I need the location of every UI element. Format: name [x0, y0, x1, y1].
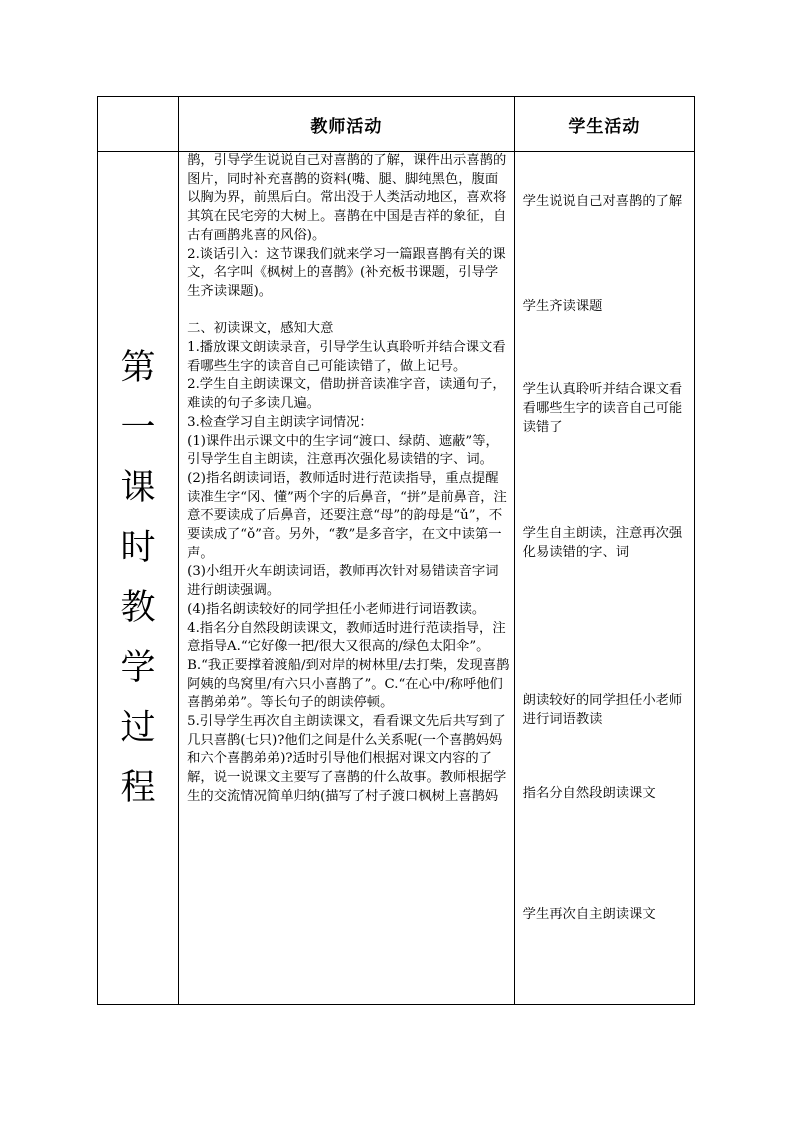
- side-title-char: 过: [120, 708, 156, 748]
- teacher-activity-header: 教师活动: [179, 97, 515, 152]
- student-item: 指名分自然段朗读课文: [522, 786, 656, 801]
- side-title-char: 第: [120, 348, 156, 388]
- teacher-paragraph: 鹊，引导学生说说自己对喜鹊的了解，课件出示喜鹊的图片，同时补充喜鹊的资料(嘴、腿、脚纯黑色，腹面以胸为界，前黑后白。常出没于人类活动地区，喜欢将其筑在民宅旁的大树上。喜鹊在中国是吉祥的象征，自古有画鹊兆喜的风俗)。: [187, 153, 507, 243]
- teacher-paragraph: (2)指名朗读词语，教师适时进行范读指导，重点提醒读准生字“冈、懂”两个字的后鼻音，“拼”是前鼻音，注意不要读成了后鼻音，还要注意“母”的韵母是“ǔ”，不要读成了“ǒ”音。另外，“教”是多音字，在文中读第一声。: [187, 470, 507, 561]
- teacher-activity-cell: [179, 152, 515, 1005]
- student-item: 学生说说自己对喜鹊的了解: [522, 194, 683, 209]
- student-activity-header: 学生活动: [514, 97, 694, 152]
- header-side-cell: [98, 97, 179, 152]
- teacher-paragraph: 2.谈话引入：这节课我们就来学习一篇跟喜鹊有关的课文，名字叫《枫树上的喜鹊》(补充板书课题，引导学生齐读课题)。: [187, 246, 506, 299]
- side-title-char: 学: [120, 648, 156, 688]
- side-title-char: 一: [120, 408, 156, 448]
- header-row: [98, 97, 695, 152]
- side-title-char: 时: [120, 528, 156, 568]
- side-title-char: 教: [120, 588, 156, 628]
- side-title-char: 课: [120, 468, 156, 508]
- teacher-paragraph: 5.引导学生再次自主朗读课文，看看课文先后共写到了几只喜鹊(七只)?他们之间是什么关系呢(一个喜鹊妈妈和六个喜鹊弟弟)?适时引导他们根据对课文内容的了解，说一说课文主要写了喜鹊的什么故事。教师根据学生的交流情况简单归纳(描写了村子渡口枫树上喜鹊妈: [187, 714, 507, 804]
- lesson-plan-table: [97, 96, 695, 1005]
- teacher-paragraph: 2.学生自主朗读课文，借助拼音读准字音，读通句子，难读的句子多读几遍。: [187, 377, 506, 412]
- teacher-paragraph: (3)小组开火车朗读词语，教师再次针对易错读音字词进行朗读强调。: [187, 564, 499, 599]
- teacher-paragraph: 1.播放课文朗读录音，引导学生认真聆听并结合课文看看哪些生字的读音自己可能读错了，做上记号。: [187, 340, 506, 374]
- teacher-paragraph: 3.检查学习自主朗读字词情况：: [187, 414, 373, 430]
- student-item: 学生自主朗读，注意再次强化易读错的字、词: [522, 526, 683, 560]
- student-item: 学生再次自主朗读课文: [522, 907, 656, 922]
- blank-line: [187, 302, 510, 321]
- teacher-paragraph: 4.指名分自然段朗读课文，教师适时进行范读指导，注意指导A.“它好像一把/很大又很高的/绿色太阳伞”。B.“我正要撑着渡船/到对岸的树林里/去打柴，发现喜鹊阿姨的鸟窝里/有六只小喜鹊了”。C.“在心中/称呼他们喜鹊弟弟”。等长句子的朗读停顿。: [187, 620, 510, 711]
- body-row: [98, 152, 695, 1005]
- side-title: [118, 338, 158, 818]
- student-item: 朗读较好的同学担任小老师进行词语教读: [522, 693, 683, 727]
- side-title-char: 程: [120, 768, 156, 808]
- side-title-cell: [98, 152, 179, 1005]
- teacher-paragraph: (4)指名朗读较好的同学担任小老师进行词语教读。: [187, 601, 486, 617]
- teacher-paragraph: (1)课件出示课文中的生字词“渡口、绿荫、遮蔽”等，引导学生自主朗读，注意再次强化易读错的字、词。: [187, 433, 499, 468]
- student-item: 学生齐读课题: [522, 299, 603, 314]
- student-item: 学生认真聆听并结合课文看看哪些生字的读音自己可能读错了: [522, 382, 683, 435]
- student-activity-cell: [514, 152, 694, 1005]
- section-heading: 二、初读课文，感知大意: [187, 321, 334, 337]
